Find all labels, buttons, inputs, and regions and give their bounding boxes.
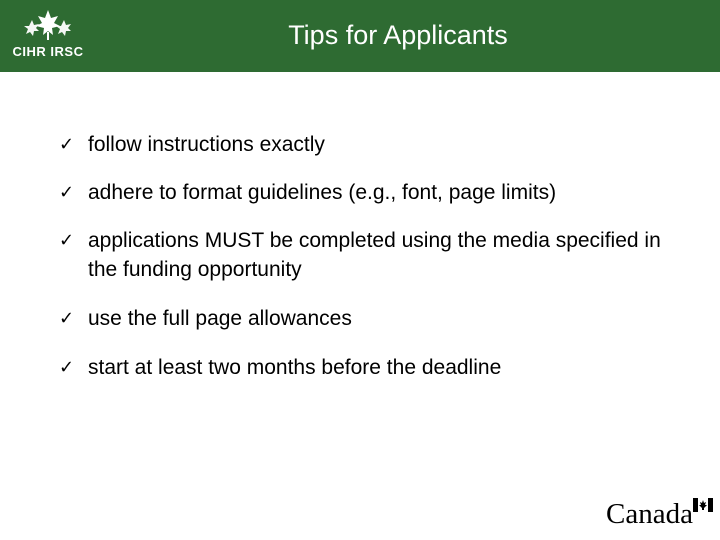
canada-wordmark [606,498,712,532]
checkmark-icon: ✓ [59,230,75,251]
tip-text: use the full page allowances [88,307,352,330]
list-item [59,130,682,159]
tips-list [59,130,682,382]
checkmark-icon: ✓ [59,134,75,155]
checkmark-icon: ✓ [59,308,75,329]
header-bar [0,0,720,72]
checkmark-icon: ✓ [59,182,75,203]
list-item [59,226,682,284]
list-item [59,178,682,207]
list-item [59,304,682,333]
tip-text: start at least two months before the deadline [88,356,502,379]
flag-icon [693,498,713,512]
list-item [59,353,682,382]
logo-text: CIHR IRSC [12,44,84,59]
checkmark-icon: ✓ [59,357,75,378]
tip-text: adhere to format guidelines (e.g., font, page limits) [88,181,557,204]
page-title: Tips for Applicants [288,20,508,50]
tip-text: follow instructions exactly [88,133,325,156]
tip-text: applications MUST be completed using the media specified in the funding opportunity [88,229,661,281]
wordmark-text: Canada [606,498,693,530]
